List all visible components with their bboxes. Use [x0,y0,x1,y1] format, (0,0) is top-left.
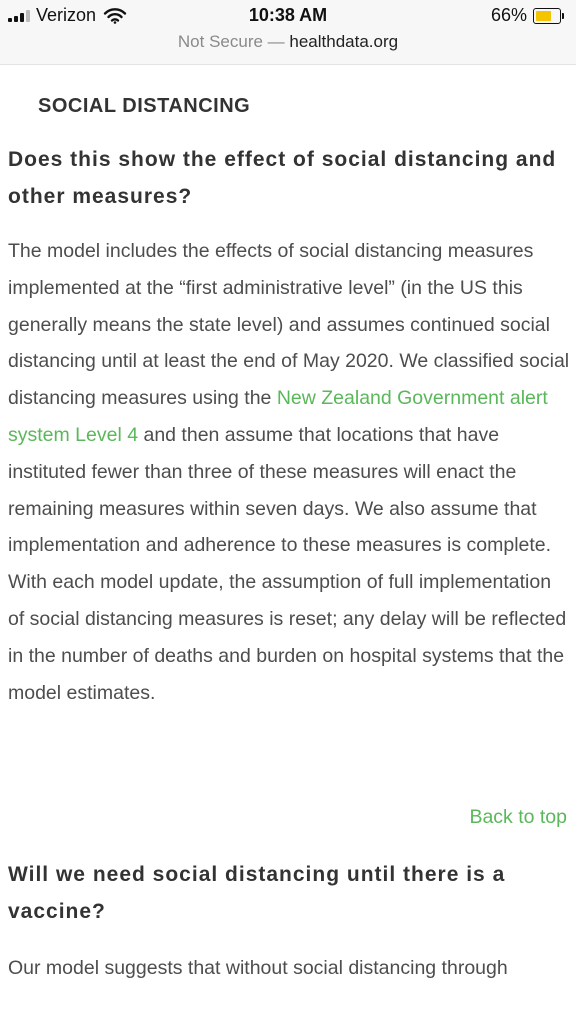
answer-text-1a: The model includes the effects of social distancing measures implemented at the “first administrative level” (in the US this generally means the state level) and assumes continued social distancing until at least the end of May 2020. We classified social distancing measures using the [8,240,570,410]
answer-text-1b: and then assume that locations that have instituted fewer than three of these measures will enact the remaining measures within seven days. We also assume that implementation and adherence to these measures is complete. With each model update, the assumption of full implementation of social distancing measures is reset; any delay will be reflected in the number of deaths and burden on hospital systems that the model estimates. [8,423,567,704]
domain-name: healthdata.org [289,32,399,51]
security-warning: Not Secure — [177,32,285,51]
nz-alert-system-link[interactable]: New Zealand Government alert system Level 4 [8,387,548,446]
battery-indicator [491,5,564,26]
faq-question-2: Will we need social distancing until there is a vaccine? [8,863,506,923]
address-bar[interactable] [0,30,576,65]
faq-question-1: Does this show the effect of social distancing and other measures? [8,148,557,208]
faq-answer-2-partial: Our model suggests that without social distancing through [8,957,508,979]
status-bar [0,0,576,30]
battery-icon [533,8,561,24]
faq-answer-1 [8,233,572,711]
clock: 10:38 AM [248,5,328,25]
section-title: SOCIAL DISTANCING [38,95,251,117]
back-to-top-link[interactable]: Back to top [469,806,567,828]
battery-percent: 66% [490,5,527,25]
carrier-name: Verizon [36,5,97,25]
